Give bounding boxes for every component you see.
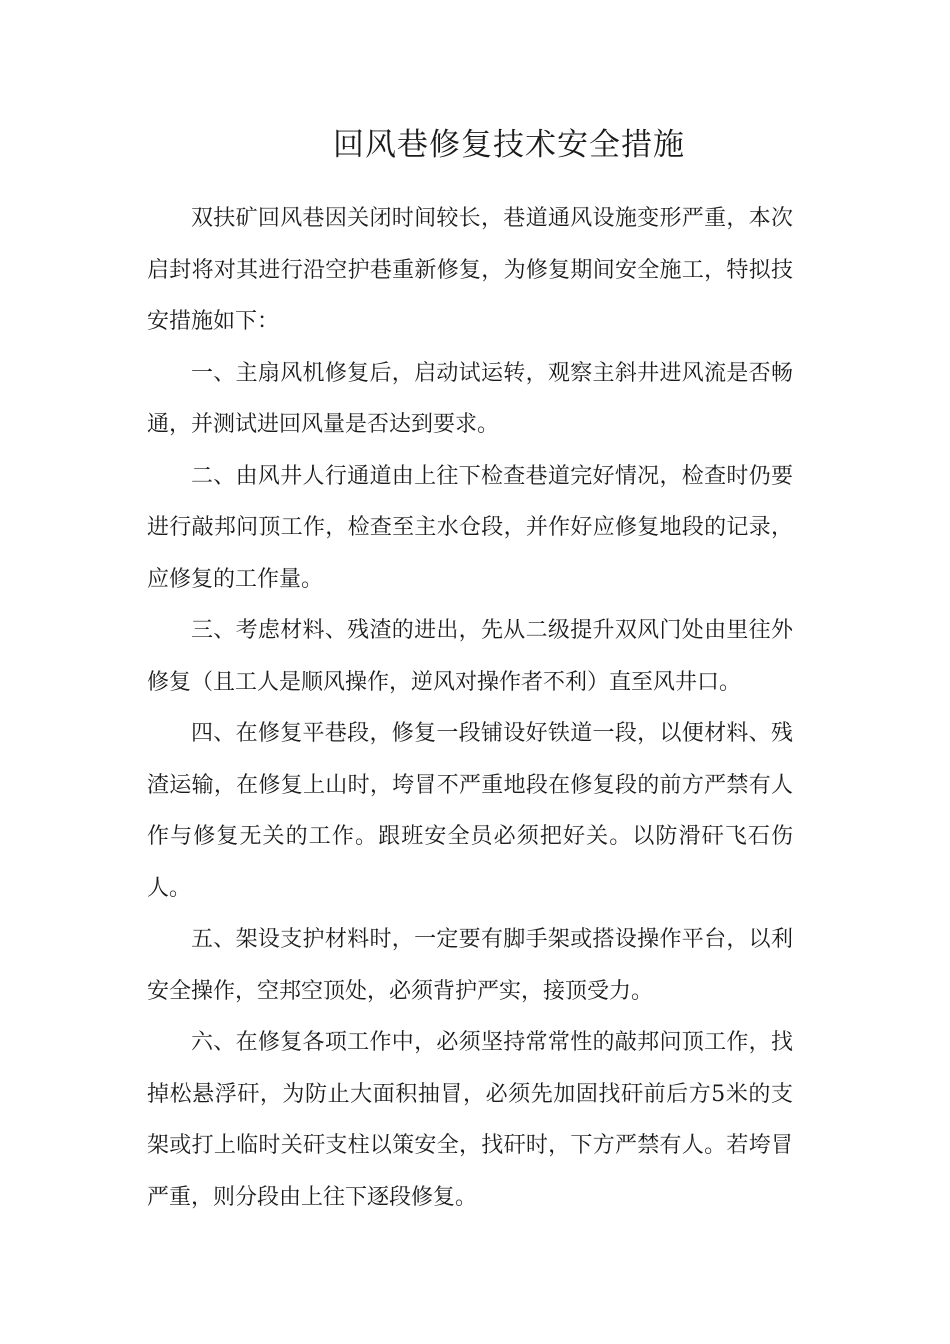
measure-paragraph-6: 六、在修复各项工作中，必须坚持常常性的敲邦问顶工作，找掉松悬浮矸，为防止大面积抽冒，必须先加固找矸前后方5米的支架或打上临时关矸支柱以策安全，找矸时，下方严禁有人。若垮冒严重，则分段由上往下逐段修复。: [147, 1030, 793, 1210]
measure-paragraph-2: 二、由风井人行通道由上往下检查巷道完好情况，检查时仍要进行敲邦问顶工作，检查至主水仓段，并作好应修复地段的记录，应修复的工作量。: [147, 463, 793, 592]
document-body: [147, 193, 793, 1223]
measure-paragraph-4: 四、在修复平巷段，修复一段铺设好铁道一段，以便材料、残渣运输，在修复上山时，垮冒不严重地段在修复段的前方严禁有人作与修复无关的工作。跟班安全员必须把好关。以防滑矸飞石伤人。: [147, 721, 793, 901]
measure-paragraph-1: 一、主扇风机修复后，启动试运转，观察主斜井进风流是否畅通，并测试进回风量是否达到要求。: [147, 360, 793, 437]
intro-paragraph: 双扶矿回风巷因关闭时间较长，巷道通风设施变形严重，本次启封将对其进行沿空护巷重新修复，为修复期间安全施工，特拟技安措施如下：: [147, 206, 793, 334]
document-title: 回风巷修复技术安全措施: [333, 127, 685, 163]
measure-paragraph-5: 五、架设支护材料时，一定要有脚手架或搭设操作平台，以利安全操作，空邦空顶处，必须背护严实，接顶受力。: [147, 927, 793, 1004]
measure-paragraph-3: 三、考虑材料、残渣的进出，先从二级提升双风门处由里往外修复（且工人是顺风操作，逆风对操作者不利）直至风井口。: [147, 618, 793, 695]
